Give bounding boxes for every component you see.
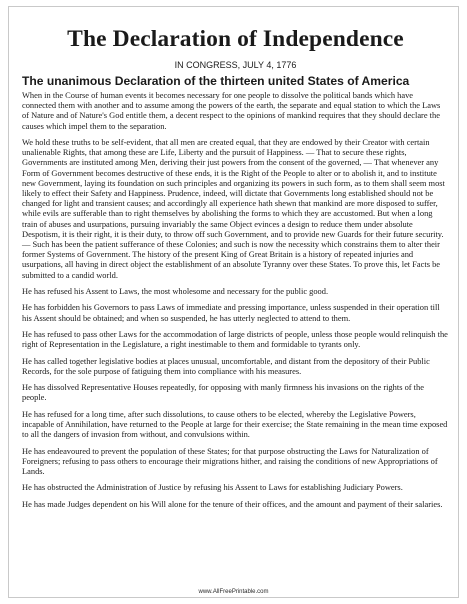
- paragraph-grievance: He has refused to pass other Laws for the accommodation of large districts of people, unless those people would relinquish the right of Representation in the Legislature, a right inestimable to them and formidable to tyrants only.: [22, 329, 448, 350]
- paragraph-preamble: When in the Course of human events it becomes necessary for one people to dissolve the political bands which have connected them with another and to assume among the powers of the earth, the separate and equal station to which the Laws of Nature and of Nature's God entitle them, a decent respect to the opinions of mankind requires that they should declare the causes which impel them to the separation.: [22, 90, 441, 131]
- paragraph-grievance: He has endeavoured to prevent the population of these States; for that purpose obstructing the Laws for Naturalization of Foreigners; refusing to pass others to encourage their migrations hither, and raising the conditions of new Appropriations of Lands.: [22, 445, 438, 476]
- paragraph-self-evident-truths: We hold these truths to be self-evident, that all men are created equal, that they are endowed by their Creator with certain unalienable Rights, that among these are Life, Liberty and the pursuit of Happiness. — That to secure these rights, Governments are instituted among Men, deriving their just powers from the consent of the governed, — That whenever any Form of Government becomes destructive of these ends, it is the Right of the People to alter or to abolish it, and to institute new Government, laying its foundation on such principles and organizing its powers in such form, as to them shall seem most likely to effect their Safety and Happiness. Prudence, indeed, will dictate that Governments long established should not be changed for light and transient causes; and accordingly all experience hath shewn that mankind are more disposed to suffer, while evils are sufferable than to right themselves by abolishing the forms to which they are accustomed. But when a long train of abuses and usurpations, pursuing invariably the same Object evinces a design to reduce them under absolute Despotism, it is their right, it is their duty, to throw off such Government, and to provide new Guards for their future security. — Such has been the patient sufferance of these Colonies; and such is now the necessity which constrains them to alter their former Systems of Government. The history of the present King of Great Britain is a history of repeated injuries and usurpations, all having in direct object the establishment of an absolute Tyranny over these States. To prove this, let Facts be submitted to a candid world.: [22, 137, 445, 280]
- paragraph-grievance: He has called together legislative bodies at places unusual, uncomfortable, and distant from the depository of their Public Records, for the sole purpose of fatiguing them into compliance with his measures.: [22, 355, 430, 376]
- paragraph-grievance: He has refused his Assent to Laws, the most wholesome and necessary for the public good.: [22, 286, 329, 297]
- footer-source-link[interactable]: www.AllFreePrintable.com: [198, 589, 269, 595]
- paragraph-grievance: He has refused for a long time, after such dissolutions, to cause others to be elected, whereby the Legislative Powers, incapable of Annihilation, have returned to the People at large for their exercise; the State remaining in the mean time exposed to all the dangers of invasion from without, and convulsions within.: [22, 408, 448, 440]
- document-lead: The unanimous Declaration of the thirteen united States of America: [22, 74, 410, 88]
- paragraph-grievance: He has forbidden his Governors to pass Laws of immediate and pressing importance, unless suspended in their operation till his Assent should be obtained; and when so suspended, he has utterly neglected to attend to them.: [22, 302, 440, 323]
- document-subheading: IN CONGRESS, JULY 4, 1776: [174, 60, 297, 70]
- paragraph-grievance: He has dissolved Representative Houses repeatedly, for opposing with manly firmness his invasions on the rights of the people.: [22, 382, 424, 403]
- paragraph-grievance: He has obstructed the Administration of Justice by refusing his Assent to Laws for establishing Judiciary Powers.: [22, 482, 403, 493]
- paragraph-grievance: He has made Judges dependent on his Will alone for the tenure of their offices, and the amount and payment of their salaries.: [22, 498, 443, 509]
- document-title: The Declaration of Independence: [67, 26, 404, 52]
